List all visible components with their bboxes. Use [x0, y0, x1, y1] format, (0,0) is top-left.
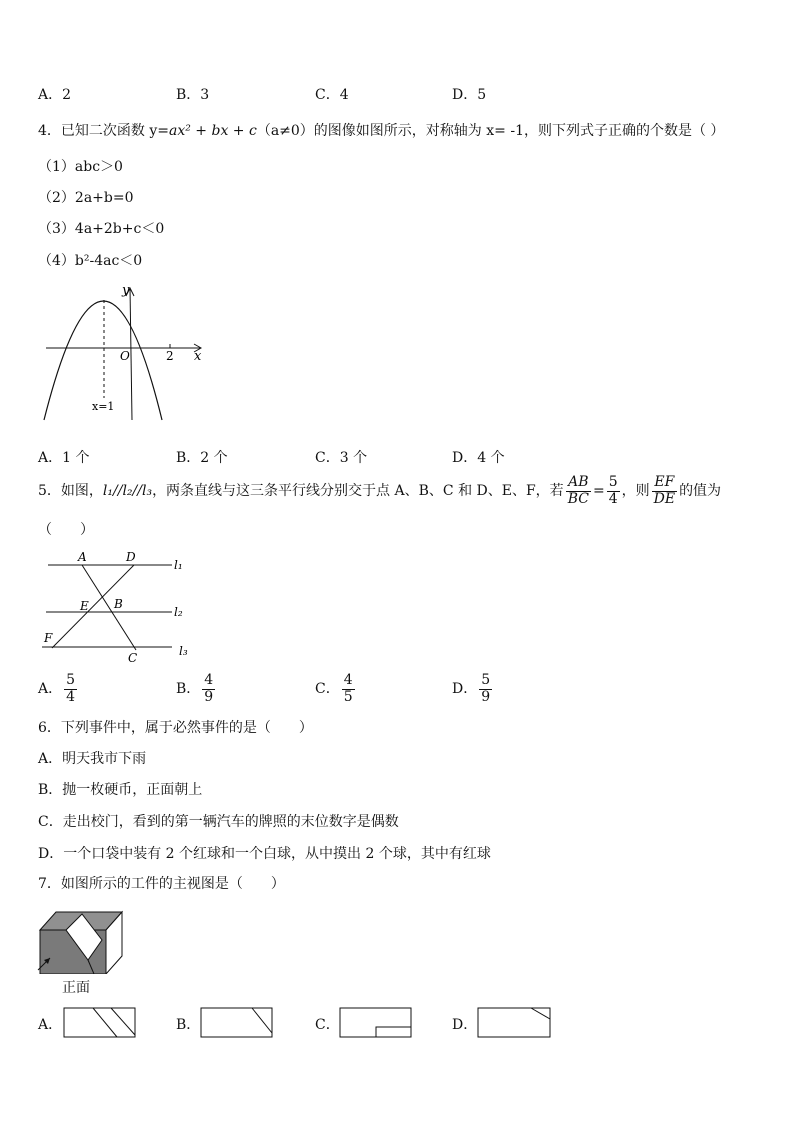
q5-paren: （ ） — [38, 522, 94, 538]
q6-stem: 6．下列事件中，属于必然事件的是（ ） — [38, 720, 313, 736]
q3-option-d: D．5 — [452, 87, 487, 103]
q4-item-3: （3）4a+2b+c＜0 — [38, 221, 165, 237]
q5-option-d — [452, 669, 494, 709]
q6-option-c: C．走出校门，看到的第一辆汽车的牌照的末位数字是偶数 — [38, 814, 399, 830]
q5-option-b-frac — [202, 673, 215, 705]
q4-item-2: （2）2a+b=0 — [38, 190, 134, 206]
label-l1: l₁ — [174, 558, 183, 572]
q4-item-4: （4）b²-4ac＜0 — [38, 253, 143, 269]
q6-option-b: B．抛一枚硬币，正面朝上 — [38, 782, 203, 798]
q5-option-b-den: 9 — [204, 688, 214, 705]
y-axis — [130, 288, 132, 420]
q7-stem: 7．如图所示的工件的主视图是（ ） — [38, 876, 285, 892]
q3-option-c: C．4 — [315, 87, 349, 103]
label-f: F — [44, 631, 53, 645]
q5-stem-mid: ，两条直线与这三条平行线分别交于点 A、B、C 和 D、E、F，若 — [152, 483, 564, 499]
q4-item-1: （1）abc＞0 — [38, 159, 123, 175]
q4-stem-suffix: （a≠0）的图像如图所示，对称轴为 x= -1，则下列式子正确的个数是（ ） — [256, 123, 725, 139]
q7-workpiece-figure — [36, 904, 126, 974]
q3-option-b: B．3 — [176, 87, 210, 103]
q5-parallel: l₁//l₂//l₃ — [102, 483, 153, 499]
q3-option-a: A．2 — [38, 87, 72, 103]
q7-option-c: C． — [315, 1017, 340, 1033]
q5-option-a-num: 5 — [66, 672, 76, 689]
label-l3: l₃ — [179, 644, 188, 658]
label-e: E — [80, 599, 89, 613]
ratio-ask-den: DE — [653, 490, 676, 507]
q5-option-b-letter: B． — [176, 681, 201, 697]
q6-option-a: A．明天我市下雨 — [38, 751, 147, 767]
label-a: A — [78, 550, 87, 564]
q5-ratio-given — [566, 475, 591, 507]
q6-option-d: D．一个口袋中装有 2 个红球和一个白球，从中摸出 2 个球，其中有红球 — [38, 846, 491, 862]
q5-stem-prefix: 5．如图， — [38, 483, 103, 499]
label-d: D — [126, 550, 136, 564]
front-label: 正面 — [62, 980, 90, 996]
q4-stem-prefix: 4．已知二次函数 y= — [38, 123, 169, 139]
q5-option-c — [315, 669, 357, 709]
q4-option-d: D．4 个 — [452, 450, 505, 466]
q7-option-a-view — [63, 1007, 137, 1039]
view-b-frame — [201, 1008, 272, 1037]
symmetry-label: x=1 — [92, 400, 115, 413]
q5-option-a — [38, 669, 79, 709]
q5-ratio-value — [607, 475, 620, 507]
q5-option-a-letter: A． — [38, 681, 63, 697]
origin-label: O — [120, 349, 130, 363]
q7-option-a: A． — [38, 1017, 63, 1033]
q7-option-d: D． — [452, 1017, 478, 1033]
q5-parallel-lines-figure — [38, 548, 198, 666]
q4-option-b: B．2 个 — [176, 450, 228, 466]
y-label: y — [122, 283, 130, 298]
ratio-given-den: BC — [567, 490, 589, 507]
q5-option-b — [176, 669, 217, 709]
q5-option-a-den: 4 — [66, 688, 76, 705]
q5-stem: 5．如图，l₁//l₂//l₃，两条直线与这三条平行线分别交于点 A、B、C 和 D、E、F，若 $\frac{AB}{BC}$ = $\frac{5}{4}$ ，则 $\frac{EF}{DE}$ 的值为 — [38, 474, 722, 507]
q7-option-b-view — [200, 1007, 274, 1039]
q5-stem-end: 的值为 — [679, 483, 722, 499]
label-c: C — [128, 651, 138, 665]
q7-option-c-view — [339, 1007, 413, 1039]
ratio-value-num: 5 — [608, 474, 618, 491]
q5-option-c-letter: C． — [315, 681, 340, 697]
q5-option-c-frac — [342, 673, 355, 705]
ratio-given-num: AB — [566, 475, 591, 491]
q7-option-b: B． — [176, 1017, 201, 1033]
q5-option-d-den: 9 — [481, 688, 491, 705]
q7-option-d-view — [477, 1007, 553, 1039]
q4-formula: ax² + bx + c — [169, 123, 257, 139]
label-b: B — [114, 597, 123, 611]
q5-option-a-frac — [64, 673, 77, 705]
q5-option-d-num: 5 — [481, 672, 491, 689]
q5-option-d-frac — [479, 673, 492, 705]
ratio-value-den: 4 — [608, 490, 618, 507]
transversal-abc — [82, 565, 136, 650]
label-l2: l₂ — [174, 605, 183, 619]
q4-option-c: C．3 个 — [315, 450, 368, 466]
x-label: x — [194, 349, 202, 364]
q5-option-c-num: 4 — [343, 672, 353, 689]
q4-option-a: A．1 个 — [38, 450, 90, 466]
q5-option-c-den: 5 — [343, 688, 353, 705]
q5-option-d-letter: D． — [452, 681, 478, 697]
q4-stem — [38, 120, 724, 140]
q5-ratio-ask — [652, 475, 677, 507]
q5-option-b-num: 4 — [204, 672, 214, 689]
q4-parabola-graph — [40, 280, 210, 425]
ratio-ask-num: EF — [652, 475, 677, 491]
tick-label-2: 2 — [166, 349, 174, 363]
q5-stem-then: ，则 — [621, 483, 650, 499]
